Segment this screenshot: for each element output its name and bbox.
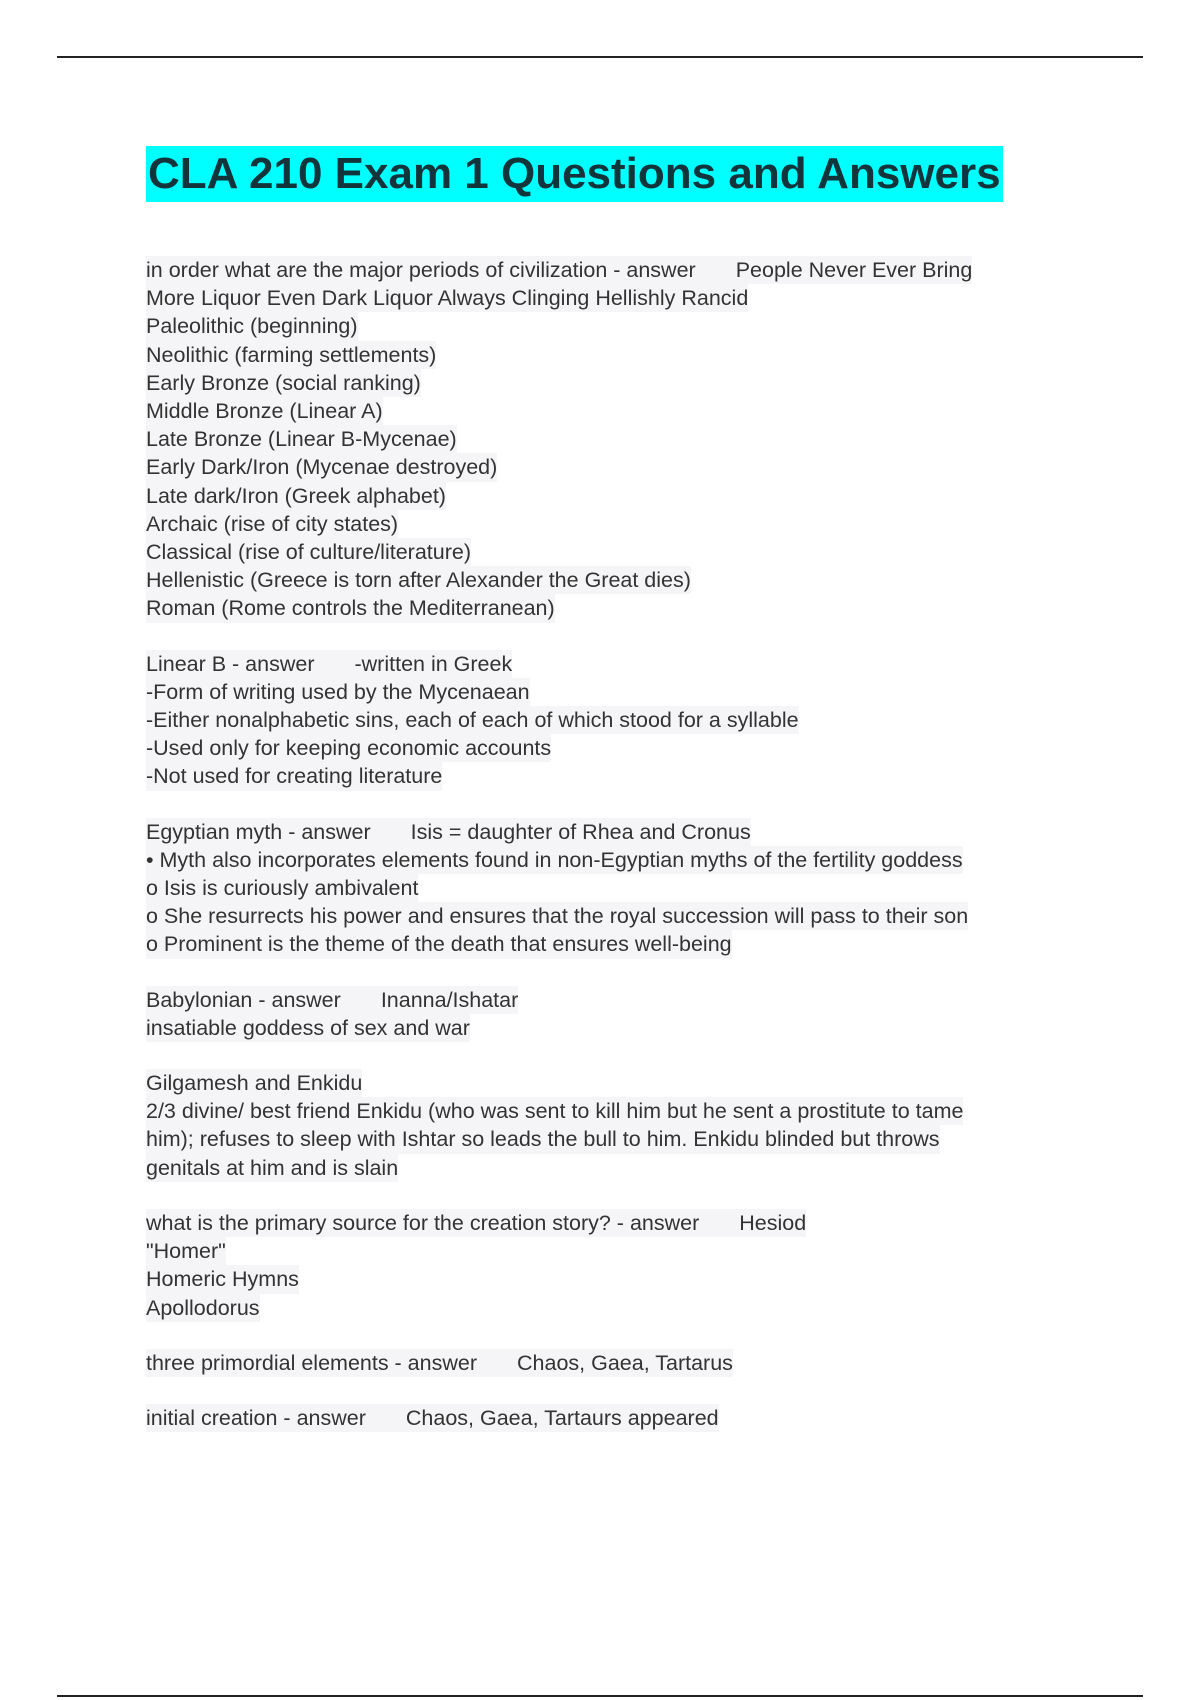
answer-line: o Prominent is the theme of the death that ensures well-being bbox=[146, 930, 732, 958]
answer-line: Early Dark/Iron (Mycenae destroyed) bbox=[146, 453, 497, 481]
qa-entry bbox=[146, 986, 1086, 1042]
answer-line: 2/3 divine/ best friend Enkidu (who was sent to kill him but he sent a prostitute to tame bbox=[146, 1097, 963, 1125]
answer-line: Paleolithic (beginning) bbox=[146, 312, 358, 340]
top-rule bbox=[57, 56, 1143, 58]
question-text: initial creation - answer bbox=[146, 1405, 366, 1430]
answer-text: -written in Greek bbox=[354, 651, 513, 676]
question-text: in order what are the major periods of civilization - answer bbox=[146, 258, 696, 282]
answer-line: o Isis is curiously ambivalent bbox=[146, 874, 418, 902]
answer-text: Inanna/Ishatar bbox=[380, 987, 519, 1012]
qa-entry bbox=[146, 256, 1086, 623]
answer-line: genitals at him and is slain bbox=[146, 1154, 398, 1182]
question-text: Gilgamesh and Enkidu bbox=[146, 1071, 363, 1096]
answer-line: -Form of writing used by the Mycenaean bbox=[146, 678, 530, 706]
qa-first-line bbox=[146, 1069, 362, 1097]
qa-first-line bbox=[146, 1349, 733, 1377]
qa-entry bbox=[146, 1209, 1086, 1322]
question-text: three primordial elements - answer bbox=[146, 1350, 477, 1375]
question-text: Babylonian - answer bbox=[146, 987, 341, 1012]
answer-line: Early Bronze (social ranking) bbox=[146, 369, 421, 397]
answer-text: People Never Ever Bring bbox=[735, 258, 973, 282]
qa-entry bbox=[146, 1069, 1086, 1182]
answer-line: -Not used for creating literature bbox=[146, 762, 442, 790]
document-title: CLA 210 Exam 1 Questions and Answers bbox=[146, 146, 1003, 202]
qa-entry bbox=[146, 1404, 1086, 1432]
title-block bbox=[146, 146, 1003, 202]
qa-first-line bbox=[146, 818, 751, 846]
answer-line: More Liquor Even Dark Liquor Always Clinging Hellishly Rancid bbox=[146, 284, 748, 312]
qa-entry bbox=[146, 818, 1086, 959]
qa-first-line bbox=[146, 1209, 806, 1237]
answer-line: insatiable goddess of sex and war bbox=[146, 1014, 470, 1042]
answer-line: Archaic (rise of city states) bbox=[146, 510, 398, 538]
answer-line: Classical (rise of culture/literature) bbox=[146, 538, 471, 566]
answer-line: "Homer" bbox=[146, 1237, 226, 1265]
qa-first-line bbox=[146, 1404, 719, 1432]
answer-line: -Used only for keeping economic accounts bbox=[146, 734, 551, 762]
answer-line: Late Bronze (Linear B-Mycenae) bbox=[146, 425, 457, 453]
answer-line: Homeric Hymns bbox=[146, 1265, 299, 1293]
question-text: Linear B - answer bbox=[146, 651, 315, 676]
answer-line: o She resurrects his power and ensures that the royal succession will pass to their son bbox=[146, 902, 968, 930]
question-text: what is the primary source for the creation story? - answer bbox=[146, 1210, 700, 1235]
answer-text: Isis = daughter of Rhea and Cronus bbox=[410, 819, 751, 844]
answer-text: Chaos, Gaea, Tartarus bbox=[517, 1350, 733, 1375]
answer-line: Late dark/Iron (Greek alphabet) bbox=[146, 482, 446, 510]
qa-entry bbox=[146, 1349, 1086, 1377]
answer-line: Apollodorus bbox=[146, 1294, 260, 1322]
answer-line: Hellenistic (Greece is torn after Alexander the Great dies) bbox=[146, 566, 691, 594]
answer-line: him); refuses to sleep with Ishtar so leads the bull to him. Enkidu blinded but throws bbox=[146, 1125, 940, 1153]
answer-text: Hesiod bbox=[739, 1210, 807, 1235]
answer-line: • Myth also incorporates elements found in non-Egyptian myths of the fertility goddess bbox=[146, 846, 963, 874]
qa-first-line bbox=[146, 256, 972, 284]
answer-line: Neolithic (farming settlements) bbox=[146, 341, 436, 369]
answer-line: Roman (Rome controls the Mediterranean) bbox=[146, 594, 555, 622]
question-text: Egyptian myth - answer bbox=[146, 819, 371, 844]
bottom-rule bbox=[57, 1695, 1143, 1697]
qa-list bbox=[146, 256, 1086, 1459]
qa-first-line bbox=[146, 986, 518, 1014]
answer-text: Chaos, Gaea, Tartaurs appeared bbox=[405, 1405, 719, 1430]
answer-line: -Either nonalphabetic sins, each of each of which stood for a syllable bbox=[146, 706, 799, 734]
answer-line: Middle Bronze (Linear A) bbox=[146, 397, 383, 425]
qa-entry bbox=[146, 650, 1086, 791]
qa-first-line bbox=[146, 650, 512, 678]
